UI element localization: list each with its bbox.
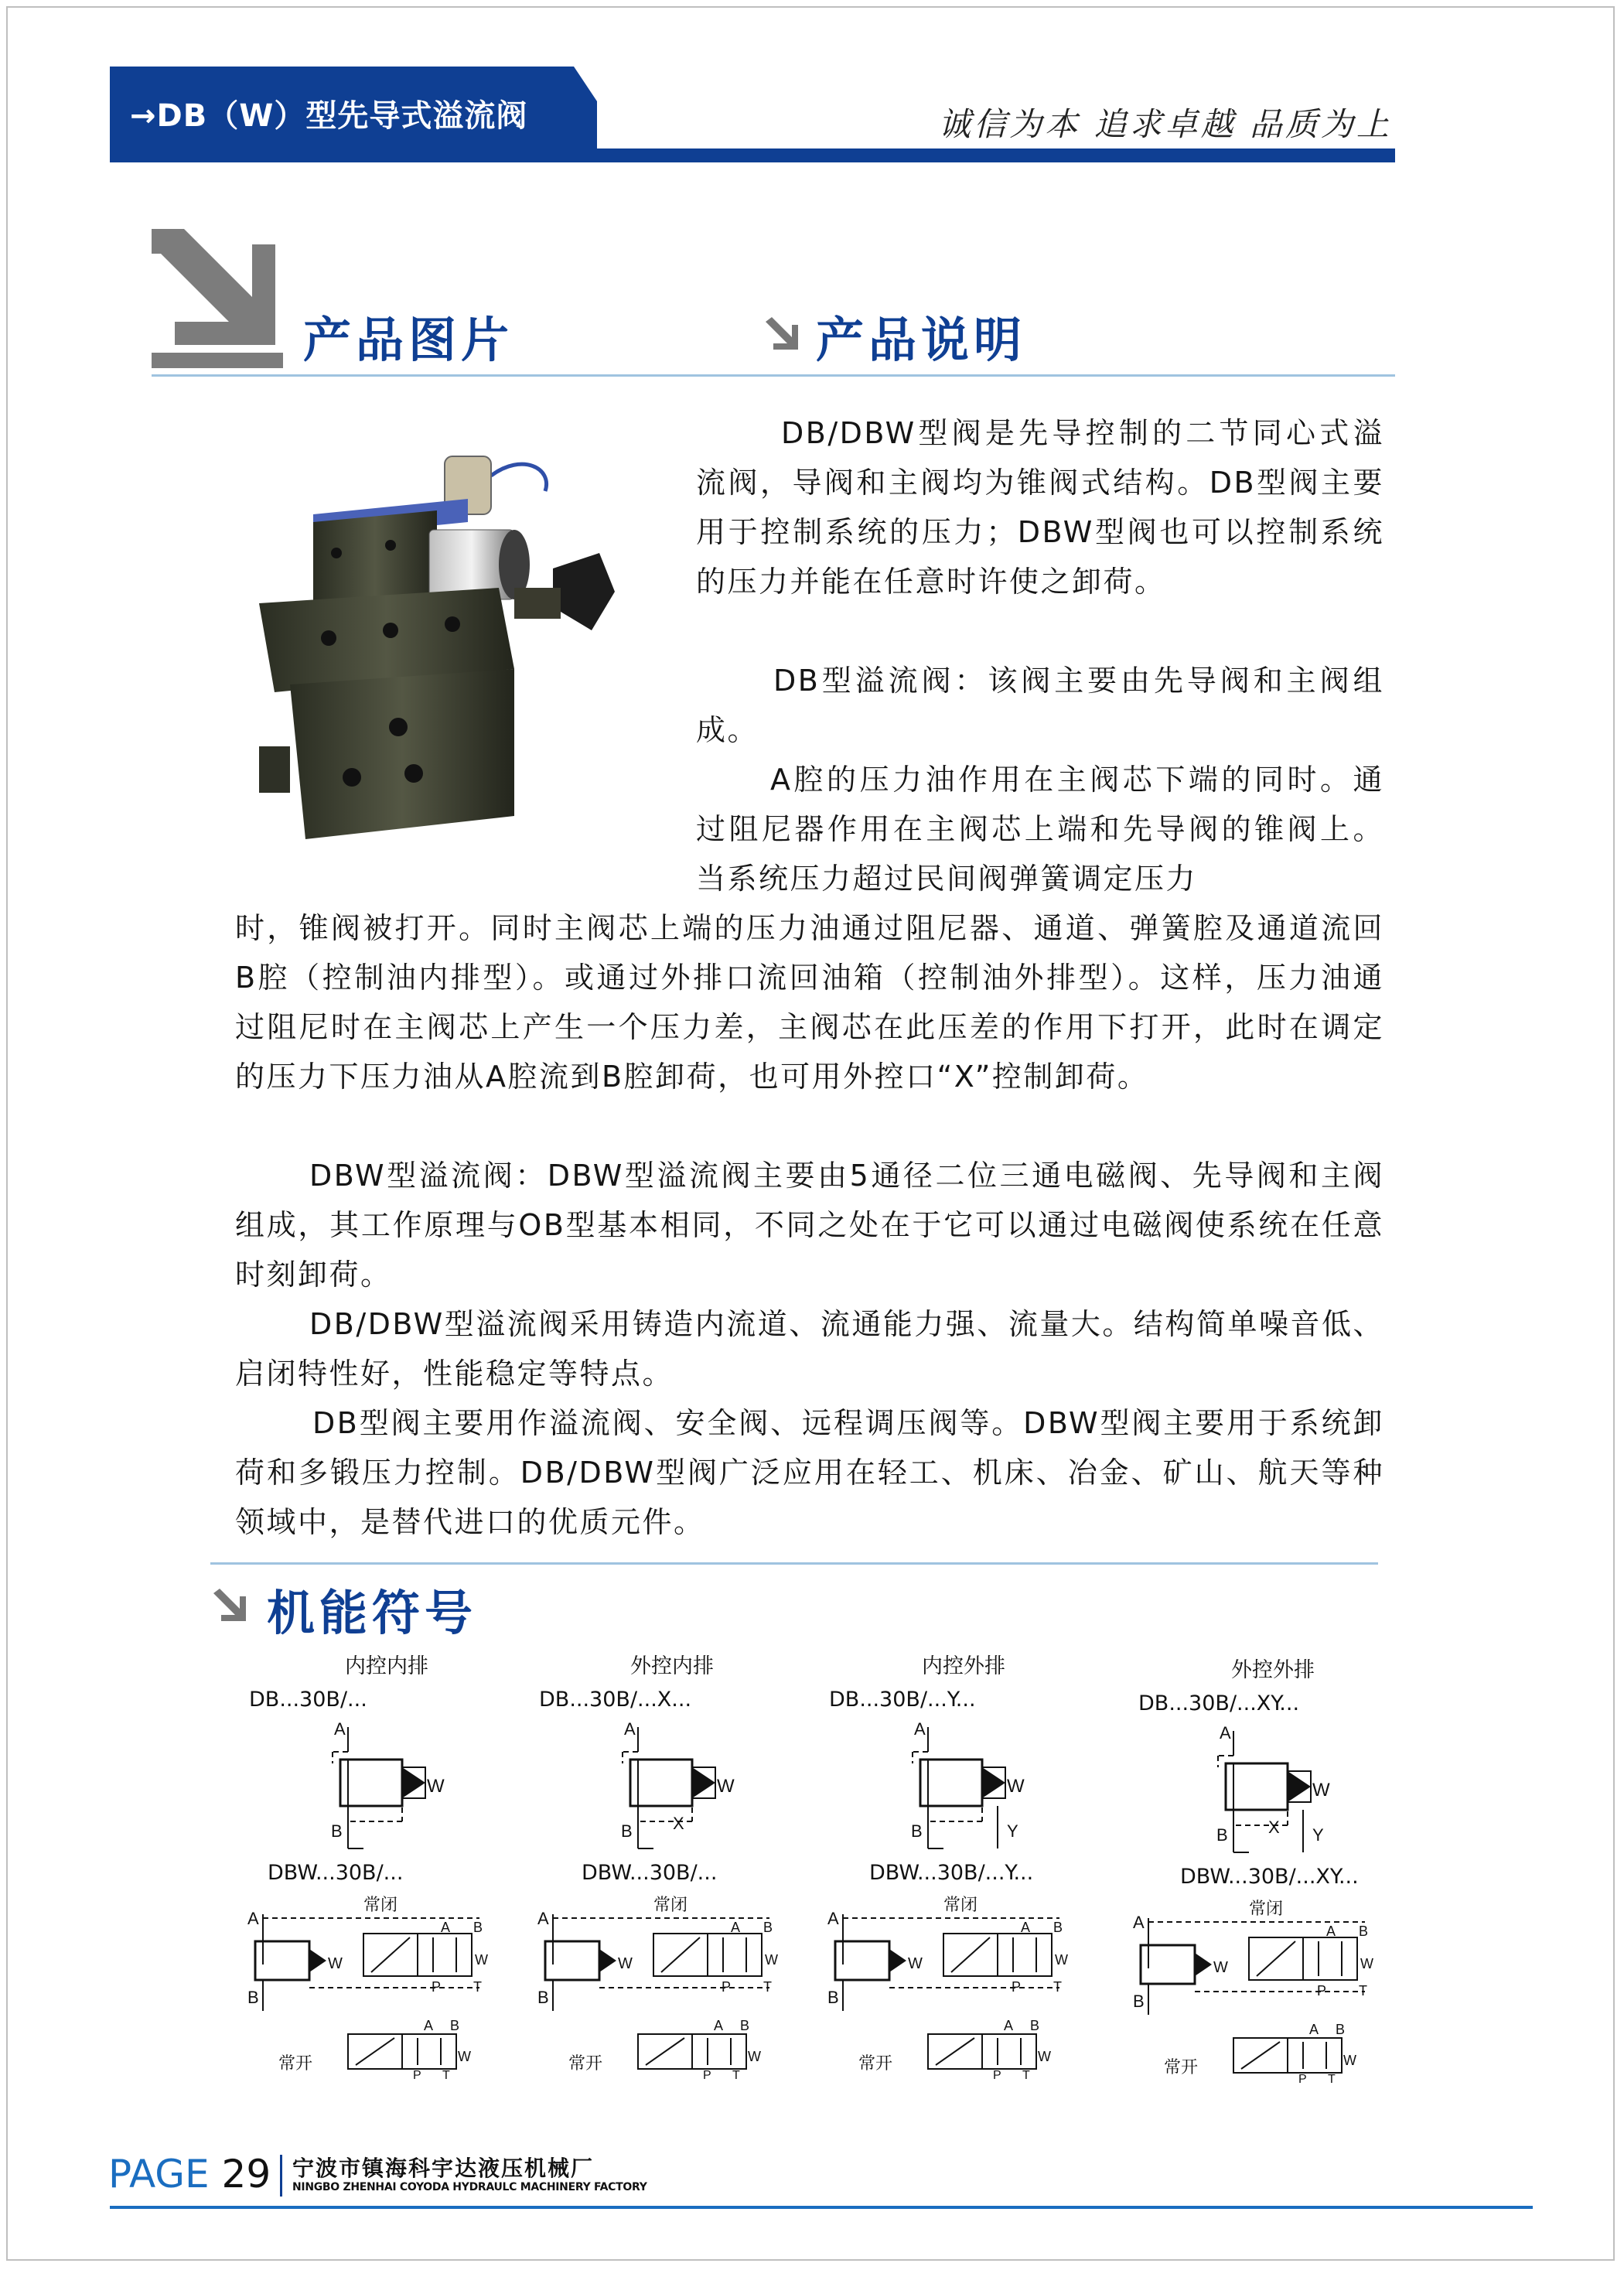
db-model-1: DB...30B/... [249, 1688, 367, 1712]
normally-open-label: 常开 [1164, 2057, 1199, 2077]
symbol-heading-2: 外控内排 [630, 1654, 714, 1678]
port-t-label: T [442, 2069, 450, 2081]
port-b-label: B [740, 2018, 750, 2033]
port-w-label: W [1360, 1956, 1373, 1971]
section-title-picture: 产品图片 [303, 312, 514, 368]
port-b-label: B [1053, 1920, 1063, 1935]
port-b-label: B [1336, 2022, 1346, 2037]
normally-open-label: 常开 [278, 2053, 313, 2073]
port-a-label: A [334, 1719, 346, 1739]
port-w-label: W [748, 2049, 761, 2064]
footer-company-cn: 宁波市镇海科宇达液压机械厂 [292, 2156, 595, 2181]
footer-company-en: NINGBO ZHENHAI COYODA HYDRAULC MACHINERY FACTORY [292, 2181, 647, 2193]
port-b-label: B [537, 1988, 549, 2007]
normally-open-label: 常开 [858, 2053, 893, 2073]
port-x-label: X [673, 1814, 684, 1833]
dbw-model-2: DBW...30B/... [582, 1861, 718, 1885]
port-a-label: A [1133, 1913, 1145, 1932]
port-w-label: W [1312, 1780, 1330, 1801]
section-title-description: 产品说明 [816, 312, 1027, 368]
paragraph-intro: DB/DBW型阀是先导控制的二节同心式溢流阀，导阀和主阀均为锥阀式结构。DB型阀主要用于控制系统的压力；DBW型阀也可以控制系统的压力并能在任意时许使之卸荷。 [696, 416, 1384, 599]
section-title-symbols: 机能符号 [267, 1585, 478, 1641]
port-p-label: P [703, 2069, 711, 2081]
port-a-label: A [731, 1920, 741, 1935]
paragraph-applications: DB型阀主要用作溢流阀、安全阀、远程调压阀等。DBW型阀主要用于系统卸荷和多锻压力控制。DB/DBW型阀广泛应用在轻工、机床、冶金、矿山、航天等种领域中，是替代进口的优质元件。 [235, 1406, 1384, 1539]
port-w-label: W [618, 1955, 633, 1972]
port-b-label: B [1359, 1924, 1369, 1939]
port-a-label: A [624, 1719, 636, 1739]
port-b-label: B [911, 1821, 923, 1841]
symbols-divider [210, 1562, 1378, 1565]
port-p-label: P [432, 1979, 442, 1995]
footer-separator [280, 2155, 282, 2197]
footer-page-label: PAGE [108, 2152, 210, 2197]
port-b-label: B [621, 1821, 633, 1841]
dbw-symbol-3 [804, 1887, 1098, 2081]
dbw-symbol-1 [224, 1887, 518, 2081]
symbol-heading-4: 外控外排 [1231, 1658, 1315, 1682]
dbw-model-1: DBW...30B/... [268, 1861, 404, 1885]
port-a-label: A [827, 1909, 839, 1928]
port-w-label: W [908, 1955, 923, 1972]
port-a-label: A [1021, 1920, 1031, 1935]
header-slogan: 诚信为本 追求卓越 品质为上 [938, 105, 1392, 143]
port-p-label: P [722, 1979, 732, 1995]
footer-page-number: 29 [221, 2152, 271, 2197]
db-model-4: DB...30B/...XY... [1138, 1691, 1300, 1715]
paragraph-dbw-valve: DBW型溢流阀：DBW型溢流阀主要由5通径二位三通电磁阀、先导阀和主阀组成，其工作原理与OB型基本相同，不同之处在于它可以通过电磁阀使系统在任意时刻卸荷。 [235, 1159, 1384, 1292]
normally-closed-label: 常闭 [943, 1895, 978, 1914]
db-symbol-4 [1172, 1717, 1373, 1872]
port-p-label: P [1012, 1979, 1022, 1995]
normally-closed-label: 常闭 [363, 1895, 398, 1914]
port-b-label: B [473, 1920, 483, 1935]
db-symbol-2 [576, 1713, 777, 1868]
port-p-label: P [413, 2069, 421, 2081]
port-p-label: P [1317, 1983, 1327, 1999]
port-b-label: B [1030, 2018, 1040, 2033]
dbw-symbol-4 [1110, 1891, 1404, 2084]
symbol-heading-3: 内控外排 [922, 1654, 1005, 1678]
header-bar [110, 148, 1395, 162]
port-w-label: W [475, 1952, 488, 1968]
port-a-label: A [1326, 1924, 1336, 1939]
normally-open-label: 常开 [568, 2053, 603, 2073]
paragraph-cone-open: 时，锥阀被打开。同时主阀芯上端的压力油通过阻尼器、通道、弹簧腔及通道流回B腔（控制油内排型）。或通过外排口流回油箱（控制油外排型）。这样，压力油通过阻尼时在主阀芯上产生一个压力差，主阀芯在此压差的作用下打开，此时在调定的压力下压力油从A腔流到B腔卸荷，也可用外控口“X”控制卸荷。 [235, 911, 1384, 1094]
normally-closed-label: 常闭 [653, 1895, 688, 1914]
paragraph-a-chamber: A腔的压力油作用在主阀芯下端的同时。通过阻尼器作用在主阀芯上端和先导阀的锥阀上。当系统压力超过民间阀弹簧调定压力 [696, 763, 1384, 896]
port-t-label: T [763, 1979, 772, 1995]
normally-closed-label: 常闭 [1249, 1899, 1284, 1918]
db-model-3: DB...30B/...Y... [829, 1688, 976, 1712]
port-p-label: P [993, 2069, 1001, 2081]
footer-line [110, 2206, 1533, 2209]
port-x-label: X [1268, 1818, 1280, 1837]
port-b-label: B [1216, 1825, 1228, 1845]
port-a-label: A [714, 2018, 724, 2033]
port-t-label: T [1359, 1983, 1367, 1999]
small-arrow-icon [766, 317, 801, 353]
product-photo [259, 445, 661, 847]
port-w-label: W [1038, 2049, 1051, 2064]
port-y-label: Y [1312, 1825, 1324, 1845]
port-w-label: W [1343, 2053, 1356, 2068]
port-t-label: T [732, 2069, 740, 2081]
section-divider [152, 374, 1395, 377]
port-t-label: T [1328, 2073, 1336, 2084]
port-a-label: A [914, 1719, 926, 1739]
port-w-label: W [1007, 1776, 1025, 1797]
port-b-label: B [1133, 1992, 1145, 2011]
db-symbol-1 [286, 1713, 487, 1868]
port-a-label: A [1220, 1723, 1231, 1743]
paragraph-db-valve: DB型溢流阀：该阀主要由先导阀和主阀组成。 [696, 664, 1384, 747]
dbw-model-3: DBW...30B/...Y... [869, 1861, 1034, 1885]
port-t-label: T [473, 1979, 482, 1995]
db-model-2: DB...30B/...X... [539, 1688, 692, 1712]
port-a-label: A [441, 1920, 451, 1935]
dbw-symbol-2 [514, 1887, 808, 2081]
port-a-label: A [537, 1909, 549, 1928]
port-w-label: W [717, 1776, 735, 1797]
port-b-label: B [450, 2018, 460, 2033]
port-b-label: B [763, 1920, 773, 1935]
footer-page [108, 2152, 271, 2197]
port-w-label: W [1213, 1959, 1228, 1976]
port-w-label: W [427, 1776, 445, 1797]
small-arrow-icon-symbols [213, 1589, 249, 1624]
port-a-label: A [1004, 2018, 1014, 2033]
port-a-label: A [247, 1909, 259, 1928]
symbol-heading-1: 内控内排 [345, 1654, 428, 1678]
port-p-label: P [1298, 2073, 1307, 2084]
port-w-label: W [1055, 1952, 1068, 1968]
dbw-model-4: DBW...30B/...XY... [1180, 1865, 1359, 1889]
port-a-label: A [424, 2018, 434, 2033]
db-symbol-3 [866, 1713, 1067, 1868]
port-a-label: A [1309, 2022, 1319, 2037]
port-t-label: T [1053, 1979, 1062, 1995]
port-t-label: T [1022, 2069, 1030, 2081]
port-w-label: W [328, 1955, 343, 1972]
port-y-label: Y [1007, 1821, 1018, 1841]
section-arrow-icon [152, 229, 283, 368]
header-title: →DB（W）型先导式溢流阀 [130, 98, 528, 134]
port-b-label: B [247, 1988, 259, 2007]
port-w-label: W [765, 1952, 778, 1968]
port-b-label: B [331, 1821, 343, 1841]
port-w-label: W [458, 2049, 471, 2064]
port-b-label: B [827, 1988, 839, 2007]
paragraph-features: DB/DBW型溢流阀采用铸造内流道、流通能力强、流量大。结构简单噪音低、启闭特性好，性能稳定等特点。 [235, 1307, 1384, 1391]
